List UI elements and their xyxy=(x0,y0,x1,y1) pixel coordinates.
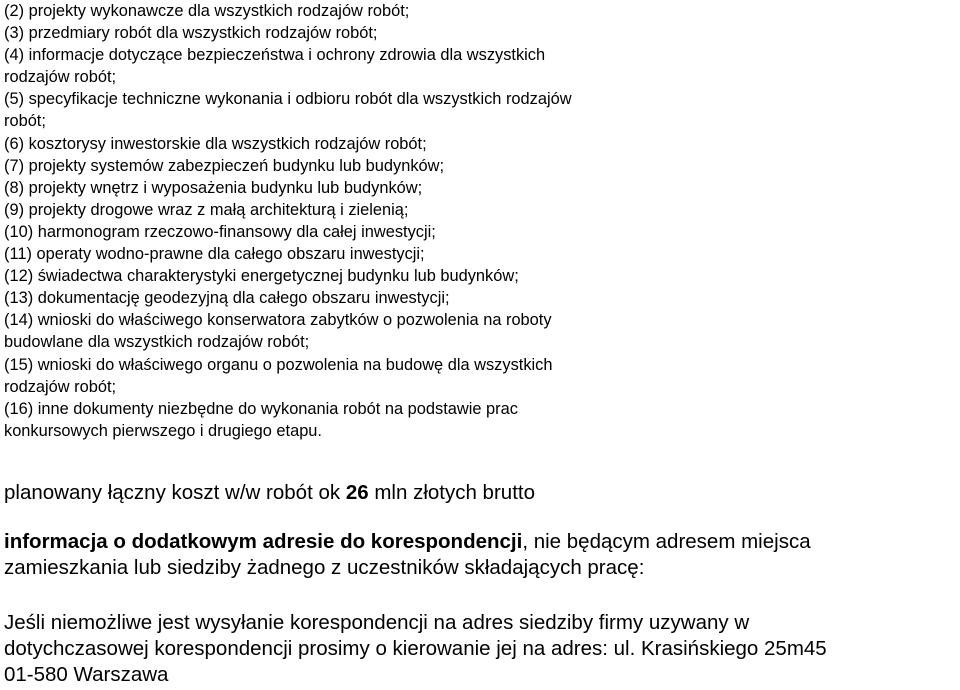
list-item: (11) operaty wodno-prawne dla całego obszaru inwestycji; xyxy=(4,245,425,264)
correspondence-address-paragraph xyxy=(4,529,959,581)
list-item: (13) dokumentację geodezyjną dla całego obszaru inwestycji; xyxy=(4,289,450,308)
note-line-2: dotychczasowej korespondencji prosimy o kierowanie jej na adres: ul. Krasińskiego 25m45 xyxy=(4,637,827,661)
note-line-1: Jeśli niemożliwe jest wysyłanie korespondencji na adres siedziby firmy uzywany w xyxy=(4,611,750,634)
list-item: (16) inne dokumenty niezbędne do wykonania robót na podstawie prac xyxy=(4,399,518,418)
correspondence-note-paragraph xyxy=(4,610,959,689)
cost-amount: 26 xyxy=(345,481,369,504)
list-item: (10) harmonogram rzeczowo-finansowy dla całej inwestycji; xyxy=(4,222,436,241)
list-item: rodzajów robót; xyxy=(4,377,117,396)
list-item: budowlane dla wszystkich rodzajów robót; xyxy=(4,333,310,352)
address-line-1-rest: , nie będącym adresem miejsca xyxy=(522,530,811,553)
list-item: rodzajów robót; xyxy=(4,68,117,87)
list-item: (9) projekty drogowe wraz z małą architekturą i zielenią; xyxy=(4,200,409,219)
cost-prefix: planowany łączny koszt w/w robót ok xyxy=(4,481,346,504)
list-item: (15) wnioski do właściwego organu o pozwolenia na budowę dla wszystkich xyxy=(4,355,553,374)
planned-cost-paragraph xyxy=(4,480,959,506)
address-line-1 xyxy=(4,529,959,555)
list-item: (5) specyfikacje techniczne wykonania i odbioru robót dla wszystkich rodzajów xyxy=(4,90,572,109)
list-item: (12) świadectwa charakterystyki energetycznej budynku lub budynków; xyxy=(4,267,519,286)
list-item: (6) kosztorysy inwestorskie dla wszystkich rodzajów robót; xyxy=(4,134,427,153)
list-item: (3) przedmiary robót dla wszystkich rodzajów robót; xyxy=(4,24,378,43)
address-info-label: informacja o dodatkowym adresie do korespondencji xyxy=(4,530,523,553)
list-item: (2) projekty wykonawcze dla wszystkich rodzajów robót; xyxy=(4,2,410,20)
list-item: (8) projekty wnętrz i wyposażenia budynku lub budynków; xyxy=(4,178,423,197)
list-item: (4) informacje dotyczące bezpieczeństwa i ochrony zdrowia dla wszystkich xyxy=(4,46,546,65)
note-line-3: 01-580 Warszawa xyxy=(4,663,169,687)
list-item: (14) wnioski do właściwego konserwatora zabytków o pozwolenia na roboty xyxy=(4,311,552,330)
list-item: (7) projekty systemów zabezpieczeń budynku lub budynków; xyxy=(4,156,445,175)
document-requirements-list xyxy=(4,0,954,442)
list-item: robót; xyxy=(4,112,46,131)
list-item: konkursowych pierwszego i drugiego etapu. xyxy=(4,421,322,440)
planned-cost-line xyxy=(4,480,959,506)
cost-suffix: mln złotych brutto xyxy=(368,481,535,504)
address-line-2: zamieszkania lub siedziby żadnego z uczestników składających pracę: xyxy=(4,556,645,580)
